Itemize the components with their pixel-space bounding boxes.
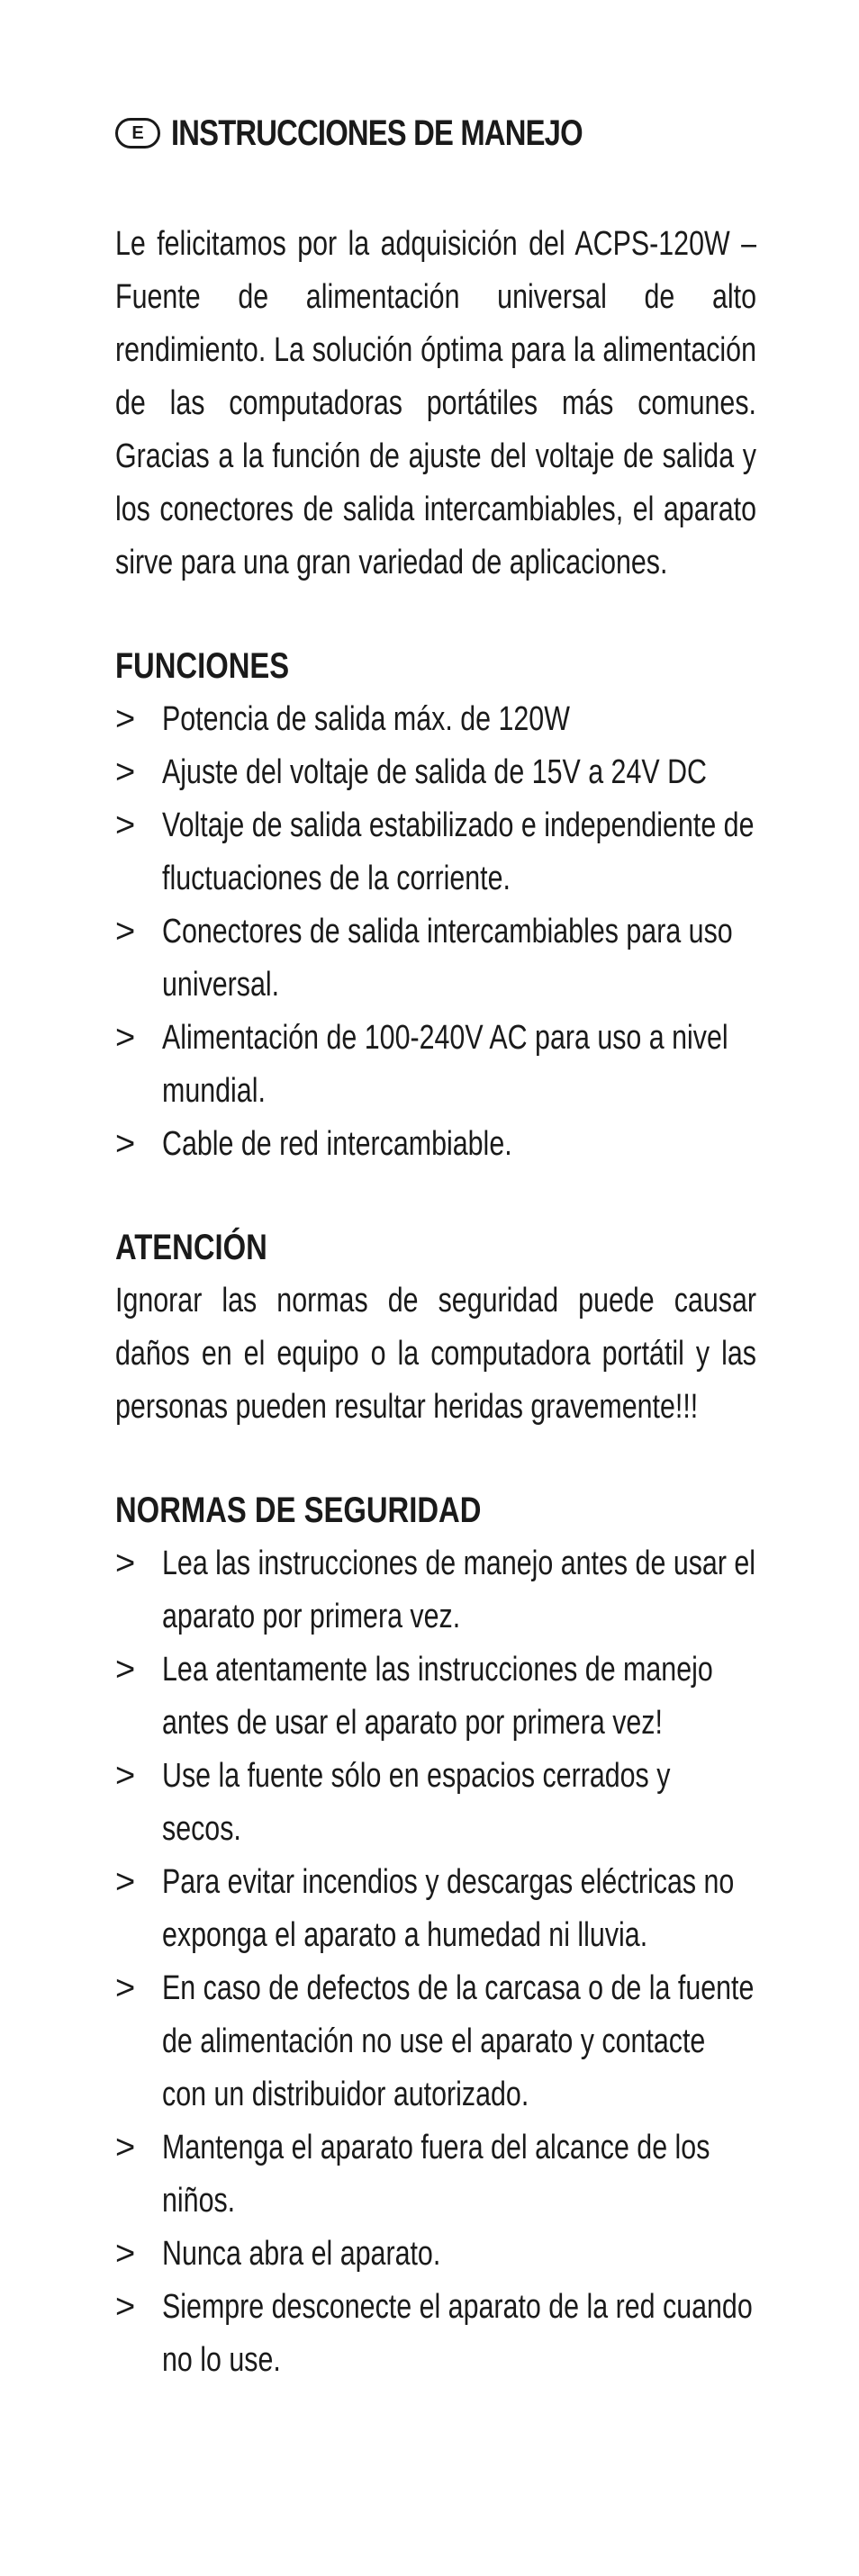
list-item: > Siempre desconecte el aparato de la red cuando no lo use. (115, 2281, 756, 2387)
bullet-marker: > (115, 1545, 136, 1582)
list-item: > Voltaje de salida estabilizado e independiente de fluctuaciones de la corriente. (115, 799, 756, 905)
bullet-marker: > (115, 806, 136, 844)
list-item: > Lea las instrucciones de manejo antes de usar el aparato por primera vez. (115, 1537, 756, 1644)
bullet-marker: > (115, 913, 136, 950)
bullet-marker: > (115, 1969, 136, 2007)
intro-text: Le felicitamos por la adquisición del ACPS-120W – Fuente de alimentación universal de alto rendimiento. La solución óptima para la alimentación de las computadoras portátiles más comunes. Gracias a la función de ajuste del voltaje de salida y los conectores de salida intercambiables, el aparato sirve para una gran variedad de aplicaciones. (115, 225, 756, 581)
bullet-marker: > (115, 1863, 136, 1901)
intro-paragraph (115, 218, 756, 590)
bullet-marker: > (115, 2129, 136, 2166)
list-item: > Lea atentamente las instrucciones de manejo antes de usar el aparato por primera vez! (115, 1644, 756, 1750)
bullet-marker: > (115, 1651, 136, 1689)
funciones-heading: FUNCIONES (115, 646, 290, 686)
list-item: > Use la fuente sólo en espacios cerrados y secos. (115, 1750, 756, 1856)
atencion-text: Ignorar las normas de seguridad puede causar daños en el equipo o la computadora portátil y las personas pueden resultar heridas gravemente!!! (115, 1282, 756, 1426)
normas-heading: NORMAS DE SEGURIDAD (115, 1491, 482, 1530)
bullet-marker: > (115, 753, 136, 791)
title-row (115, 106, 756, 160)
list-item: > Alimentación de 100-240V AC para uso a nivel mundial. (115, 1012, 756, 1118)
bullet-marker: > (115, 1757, 136, 1795)
list-item: > Mantenga el aparato fuera del alcance de los niños. (115, 2121, 756, 2228)
list-item: > Conectores de salida intercambiables para uso universal. (115, 905, 756, 1012)
bullet-marker: > (115, 2235, 136, 2273)
list-item: > Ajuste del voltaje de salida de 15V a 24V DC (115, 746, 756, 799)
language-badge: E (115, 118, 160, 149)
list-item: > Para evitar incendios y descargas eléctricas no exponga el aparato a humedad ni lluvia. (115, 1856, 756, 1962)
funciones-list (115, 693, 756, 1171)
list-item: > En caso de defectos de la carcasa o de la fuente de alimentación no use el aparato y contacte con un distribuidor autorizado. (115, 1962, 756, 2121)
list-item: > Potencia de salida máx. de 120W (115, 693, 756, 746)
atencion-heading: ATENCIÓN (115, 1228, 267, 1267)
list-item: > Nunca abra el aparato. (115, 2228, 756, 2281)
bullet-marker: > (115, 1125, 136, 1163)
normas-list (115, 1537, 756, 2387)
page-title: INSTRUCCIONES DE MANEJO (171, 113, 583, 153)
bullet-marker: > (115, 700, 136, 738)
bullet-marker: > (115, 2288, 136, 2326)
bullet-marker: > (115, 1019, 136, 1057)
atencion-paragraph (115, 1274, 756, 1434)
list-item: > Cable de red intercambiable. (115, 1118, 756, 1171)
manual-page (115, 106, 756, 2387)
